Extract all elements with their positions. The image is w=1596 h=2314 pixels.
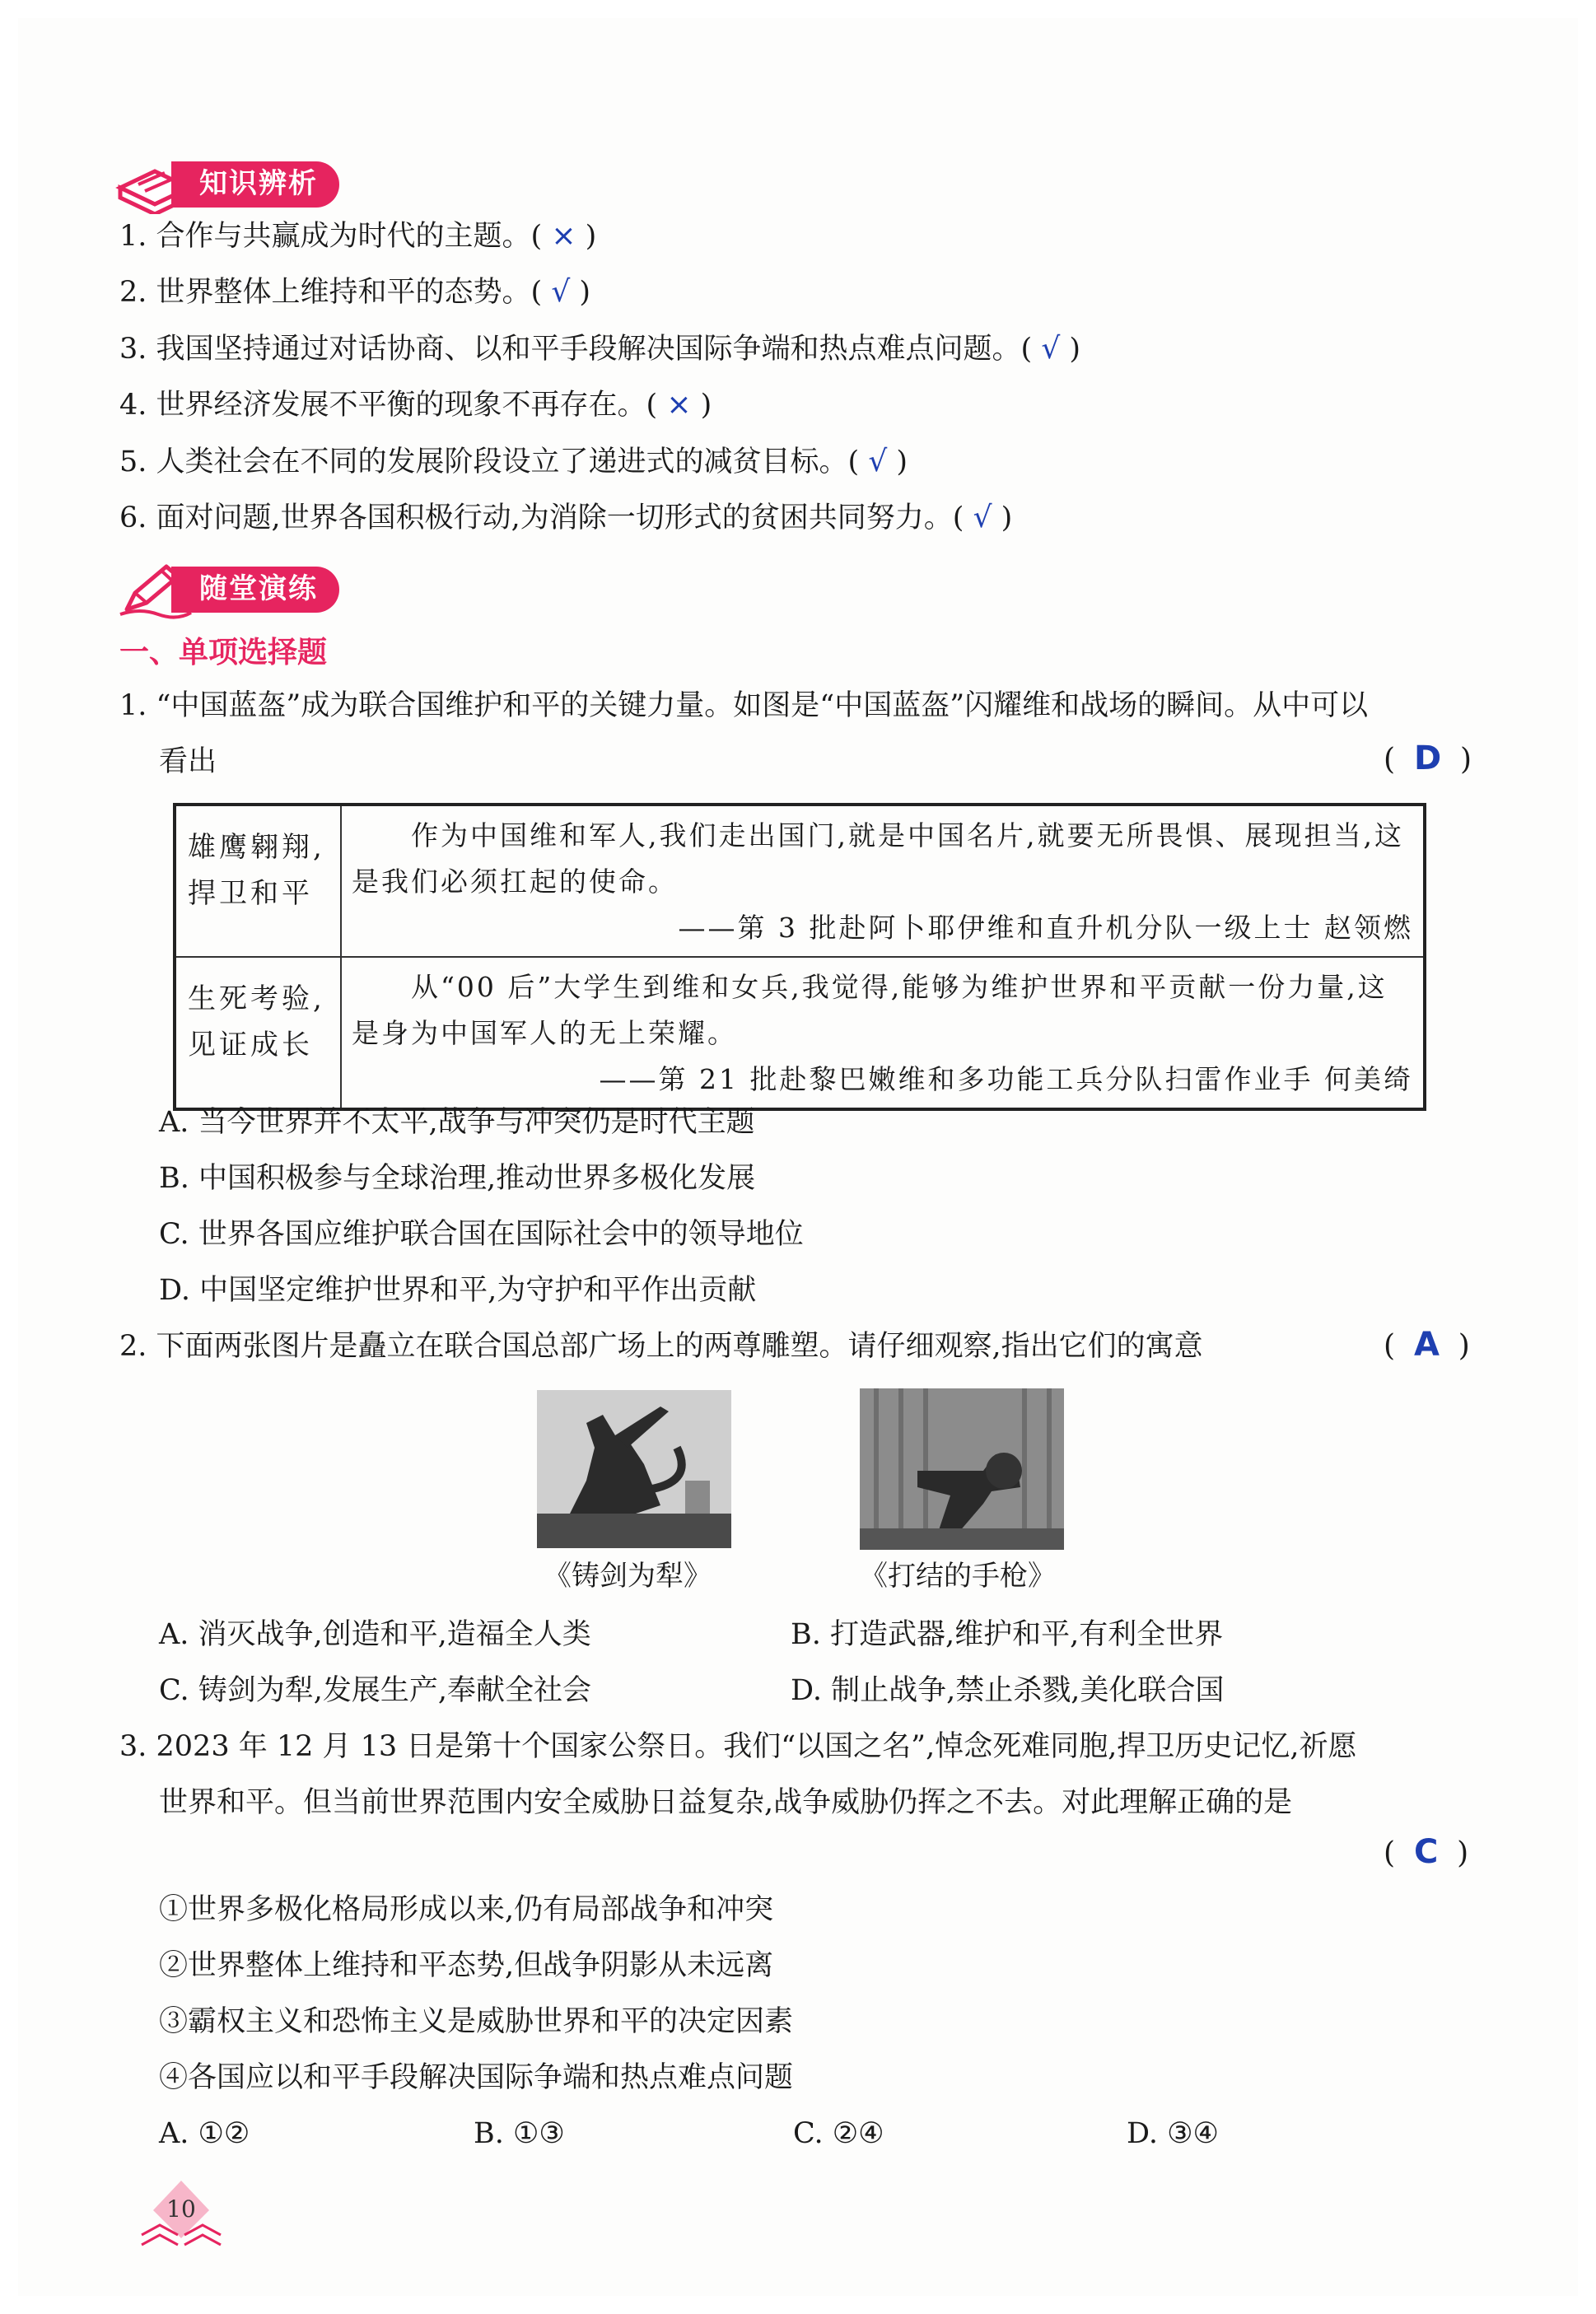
row-body <box>341 957 1425 1109</box>
q3-answer-slot: ( C ) <box>1384 1833 1469 1871</box>
q1-answer: D <box>1413 739 1442 777</box>
q3-stem-line2: 世界和平。但当前世界范围内安全威胁日益复杂,战争威胁仍挥之不去。对此理解正确的是 <box>159 1786 1293 1819</box>
q1-option-a: A. 当今世界并不太平,战争与冲突仍是时代主题 <box>159 1106 755 1139</box>
section-practice-tag <box>115 567 339 613</box>
q3-statement-2: ②世界整体上维持和平态势,但战争阴影从未远离 <box>159 1949 774 1982</box>
q1-option-c: C. 世界各国应维护联合国在国际社会中的领导地位 <box>159 1218 804 1251</box>
judgment-item: 4. 世界经济发展不平衡的现象不再存在。( × ) <box>119 388 712 422</box>
q2-option-b: B. 打造武器,维护和平,有利全世界 <box>791 1618 1224 1651</box>
quote-text: 从“00 后”大学生到维和女兵,我觉得,能够为维护世界和平贡献一份力量,这是身为中国军人的无上荣耀。 <box>352 971 1388 1049</box>
q1-answer-slot: ( D ) <box>1384 739 1472 777</box>
table-row <box>175 805 1425 957</box>
answer-mark: √ <box>868 445 888 478</box>
answer-mark: √ <box>973 501 992 534</box>
quote-source: ——第 21 批赴黎巴嫩维和多功能工兵分队扫雷作业手 何美绮 <box>599 1063 1413 1095</box>
section-knowledge-tag <box>115 161 339 208</box>
subheading-single-choice: 一、单项选择题 <box>119 636 328 669</box>
page-number: 10 <box>166 2195 196 2223</box>
answer-mark: × <box>551 219 576 253</box>
quote-source: ——第 3 批赴阿卜耶伊维和直升机分队一级上士 赵领燃 <box>678 912 1413 944</box>
q3-option-b: B. ①③ <box>474 2117 565 2150</box>
q3-statement-1: ①世界多极化格局形成以来,仍有局部战争和冲突 <box>159 1893 774 1926</box>
q1-stem-line2: 看出 <box>159 745 217 778</box>
q2-option-c: C. 铸剑为犁,发展生产,奉献全社会 <box>159 1674 592 1707</box>
q3-option-a: A. ①② <box>159 2117 250 2150</box>
q1-option-d: D. 中国坚定维护世界和平,为守护和平作出贡献 <box>159 1274 757 1307</box>
answer-mark: × <box>666 388 692 422</box>
caption-swords-to-plowshares: 《铸剑为犁》 <box>544 1560 712 1593</box>
caption-knotted-gun: 《打结的手枪》 <box>860 1560 1056 1593</box>
q2-answer-slot: ( A ) <box>1384 1326 1470 1364</box>
page-number-badge <box>138 2179 224 2253</box>
row-title: 生死考验, 见证成长 <box>175 957 341 1109</box>
q3-answer: C <box>1413 1833 1439 1871</box>
quotes-table <box>173 803 1426 1111</box>
q2-answer: A <box>1413 1326 1440 1364</box>
judgment-item: 5. 人类社会在不同的发展阶段设立了递进式的减贫目标。( √ ) <box>119 445 908 478</box>
q3-option-c: C. ②④ <box>793 2117 884 2150</box>
judgment-item: 3. 我国坚持通过对话协商、以和平手段解决国际争端和热点难点问题。( √ ) <box>119 332 1081 366</box>
judgment-item: 2. 世界整体上维持和平的态势。( √ ) <box>119 275 591 309</box>
row-body <box>341 805 1425 957</box>
q2-option-a: A. 消灭战争,创造和平,造福全人类 <box>159 1618 591 1651</box>
answer-mark: √ <box>551 275 571 309</box>
q1-stem-line1: 1. “中国蓝盔”成为联合国维护和平的关键力量。如图是“中国蓝盔”闪耀维和战场的瞬间。从中可以 <box>119 689 1369 722</box>
q2-option-d: D. 制止战争,禁止杀戮,美化联合国 <box>791 1674 1225 1707</box>
row-title: 雄鹰翱翔, 捍卫和平 <box>175 805 341 957</box>
q3-statement-3: ③霸权主义和恐怖主义是威胁世界和平的决定因素 <box>159 2005 794 2038</box>
quote-text: 作为中国维和军人,我们走出国门,就是中国名片,就要无所畏惧、展现担当,这是我们必须扛起的使命。 <box>352 819 1404 898</box>
section-practice-label: 随堂演练 <box>171 567 339 613</box>
judgment-item: 1. 合作与共赢成为时代的主题。( × ) <box>119 219 597 253</box>
section-knowledge-label: 知识辨析 <box>171 161 339 208</box>
q3-stem-line1: 3. 2023 年 12 月 13 日是第十个国家公祭日。我们“以国之名”,悼念死难同胞,捍卫历史记忆,祈愿 <box>119 1730 1357 1763</box>
table-row <box>175 957 1425 1109</box>
q2-stem: 2. 下面两张图片是矗立在联合国总部广场上的两尊雕塑。请仔细观察,指出它们的寓意 <box>119 1330 1203 1363</box>
judgment-item: 6. 面对问题,世界各国积极行动,为消除一切形式的贫困共同努力。( √ ) <box>119 501 1013 534</box>
sculpture-photo-knotted-gun <box>860 1388 1064 1550</box>
sculpture-photo-swords-to-plowshares <box>537 1390 731 1548</box>
q3-statement-4: ④各国应以和平手段解决国际争端和热点难点问题 <box>159 2061 794 2094</box>
answer-mark: √ <box>1041 332 1061 366</box>
q3-option-d: D. ③④ <box>1127 2117 1219 2150</box>
q1-option-b: B. 中国积极参与全球治理,推动世界多极化发展 <box>159 1162 756 1195</box>
